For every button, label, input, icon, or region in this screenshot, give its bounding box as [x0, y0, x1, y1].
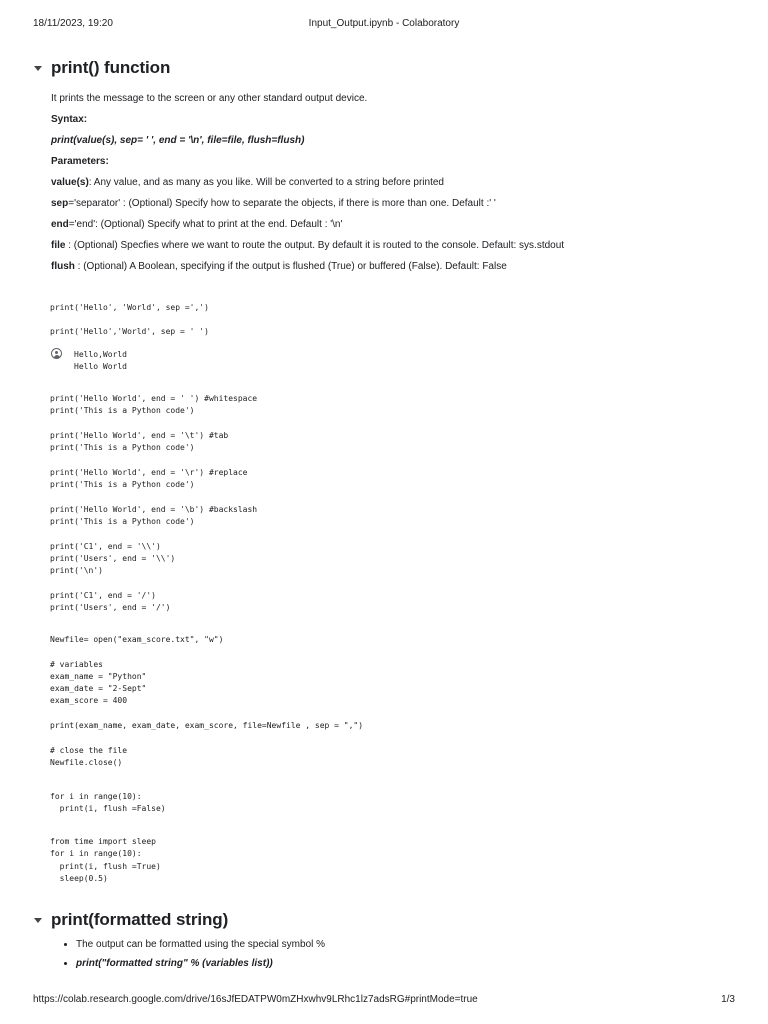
param-sep	[51, 198, 731, 210]
param-desc: ='separator' : (Optional) Specify how to separate the objects, if there is more than one. Default :' '	[68, 198, 496, 209]
param-end	[51, 219, 731, 231]
param-value	[51, 177, 731, 189]
param-name: file	[51, 240, 66, 251]
output-avatar-icon	[51, 348, 62, 359]
print-date: 18/11/2023, 19:20	[33, 18, 113, 29]
collapse-caret-icon[interactable]	[34, 66, 42, 71]
markdown-cell-description	[51, 93, 731, 273]
param-name: sep	[51, 198, 69, 209]
cell-output: Hello,World Hello World	[74, 350, 127, 372]
code-cell[interactable]: print('Hello','World', sep = ' ')	[50, 327, 209, 336]
page-url[interactable]: https://colab.research.google.com/drive/16sJfEDATPW0mZHxwhv9LRhc1lz7adsRG#printMode=true	[33, 994, 478, 1005]
list-item: • print("formatted string" % (variables list))	[76, 958, 726, 970]
syntax-label: Syntax:	[51, 114, 88, 125]
param-name: value(s)	[51, 177, 89, 188]
param-desc: : Any value, and as many as you like. Will be converted to a string before printed	[88, 177, 444, 188]
syntax-text: print(value(s), sep= ' ', end = '\n', file=file, flush=flush)	[51, 135, 305, 146]
document-title: Input_Output.ipynb - Colaboratory	[308, 18, 460, 29]
code-cell[interactable]: print('Hello', 'World', sep =',')	[50, 303, 209, 312]
parameters-label: Parameters:	[51, 156, 109, 167]
param-desc: ='end': (Optional) Specify what to print at the end. Default : '\n'	[68, 219, 343, 230]
bullet-list	[60, 939, 726, 977]
param-desc: : (Optional) Specfies where we want to route the output. By default it is routed to the console. Default: sys.stdout	[65, 240, 565, 251]
param-desc: : (Optional) A Boolean, specifying if the output is flushed (True) or buffered (False). Default: False	[74, 261, 507, 272]
param-name: flush	[51, 261, 75, 272]
section-title: print(formatted string)	[51, 910, 229, 929]
page-number: 1/3	[721, 994, 735, 1005]
param-name: end	[51, 219, 69, 230]
code-cell[interactable]: print('Hello World', end = ' ') #whitespace print('This is a Python code') print('Hello World', end = '\t') #tab print('This is a Python code') print('Hello World', end = '\r') #replace print('This is a Python code') print('Hello World', end = '\b') #backslash print('This is a Python code') print('C1', end = '\\') print('Users', end = '\\') print('\n') print('C1', end = '/') print('Users', end = '/')	[50, 394, 258, 613]
list-item: • The output can be formatted using the special symbol %	[76, 939, 726, 951]
intro-text: It prints the message to the screen or any other standard output device.	[51, 93, 368, 104]
param-file	[51, 240, 731, 252]
code-cell[interactable]: from time import sleep for i in range(10): print(i, flush =True) sleep(0.5)	[50, 837, 161, 883]
collapse-caret-icon[interactable]	[34, 918, 42, 923]
section-print-function-header[interactable]	[34, 58, 170, 78]
code-cell[interactable]: Newfile= open("exam_score.txt", "w") # variables exam_name = "Python" exam_date = "2-Sept" exam_score = 400 print(exam_name, exam_date, exam_score, file=Newfile , sep = ",") # close the file Newfile.close()	[50, 635, 364, 767]
param-flush	[51, 261, 731, 273]
code-cell[interactable]: for i in range(10): print(i, flush =False)	[50, 792, 166, 814]
section-title: print() function	[51, 58, 171, 77]
section-formatted-string-header[interactable]	[34, 910, 228, 930]
